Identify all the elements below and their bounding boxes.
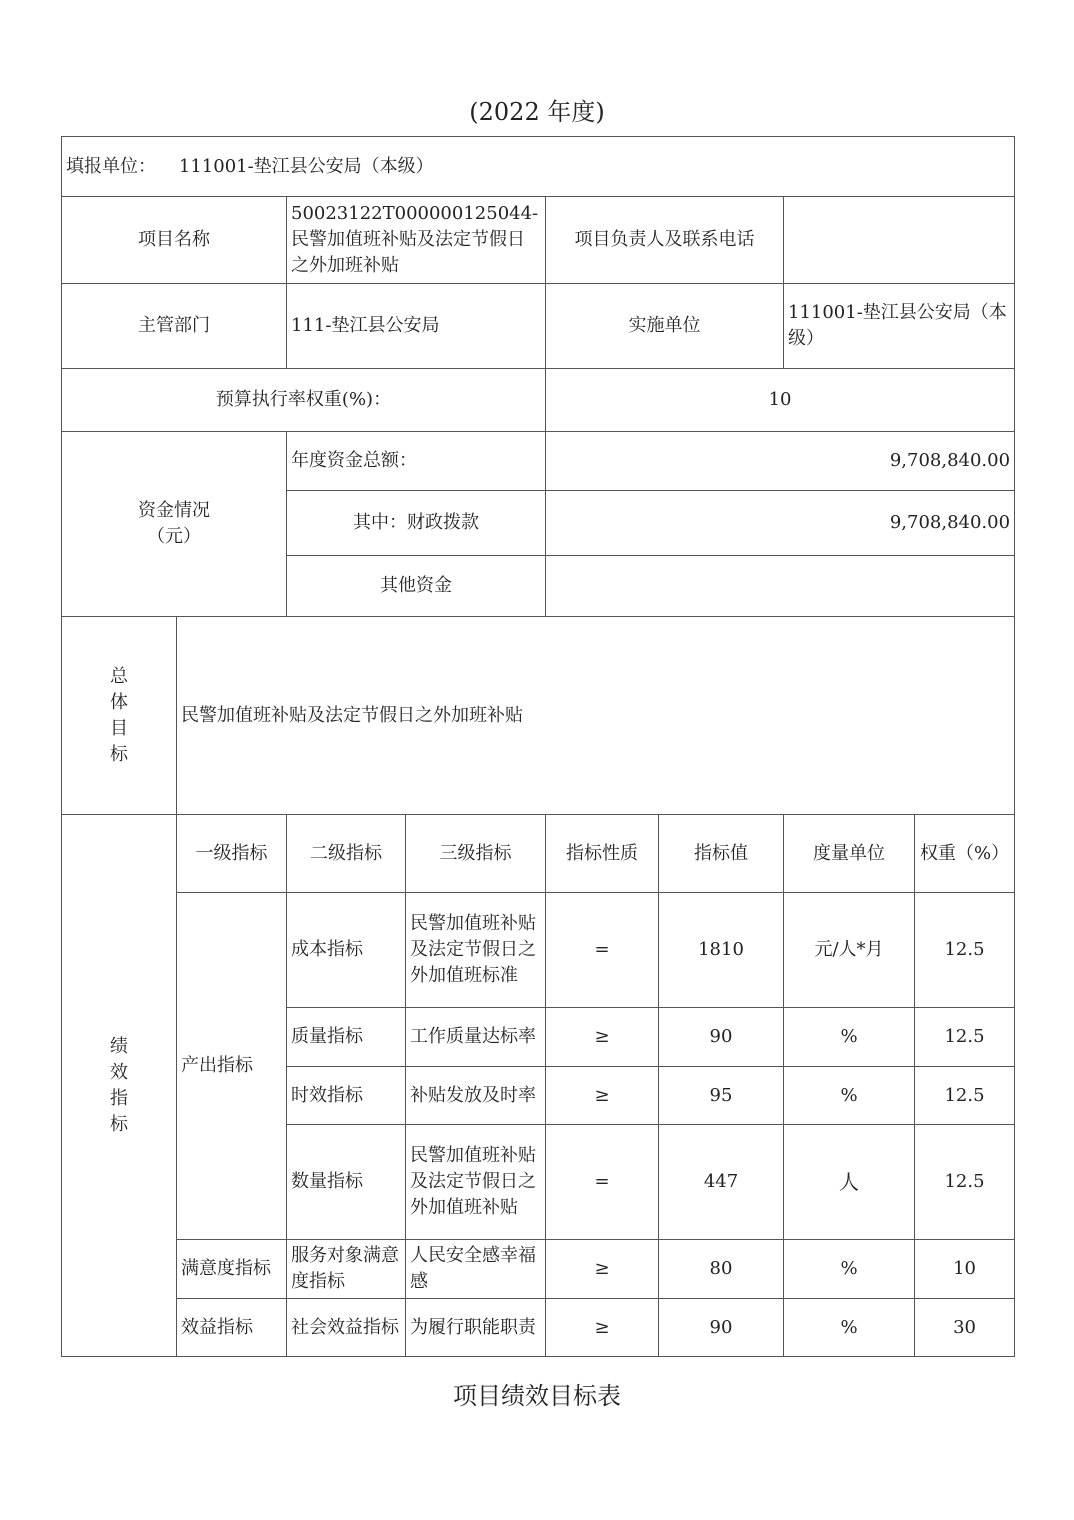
value-cell: 1810	[659, 893, 784, 1008]
goal-label-char: 标	[110, 743, 128, 765]
funds-total-label: 年度资金总额：	[287, 432, 546, 491]
project-name-label: 项目名称	[62, 197, 287, 284]
funds-label	[62, 432, 287, 617]
goal-label-char: 目	[110, 717, 128, 739]
project-contact-label: 项目负责人及联系电话	[546, 197, 784, 284]
dept-row	[62, 284, 1015, 369]
budget-rate-value: 10	[546, 369, 1015, 432]
performance-goal-table	[61, 136, 1015, 1357]
goal-label	[62, 617, 177, 815]
header-unit: 度量单位	[784, 815, 915, 893]
level3-cell: 补贴发放及时率	[406, 1067, 546, 1125]
unit-cell	[62, 137, 1015, 197]
header-level3: 三级指标	[406, 815, 546, 893]
project-name-row	[62, 197, 1015, 284]
level2-cell: 服务对象满意度指标	[287, 1240, 406, 1299]
year-label: (2022 年度)	[469, 98, 605, 126]
unit-cell: %	[784, 1067, 915, 1125]
weight-cell: 12.5	[915, 1008, 1015, 1067]
level1-cell: 效益指标	[177, 1299, 287, 1357]
unit-cell: 人	[784, 1125, 915, 1240]
unit-cell: %	[784, 1299, 915, 1357]
funds-total-row	[62, 432, 1015, 491]
weight-cell: 10	[915, 1240, 1015, 1299]
funds-fiscal-label: 其中：财政拨款	[287, 491, 546, 556]
table-row	[62, 1240, 1015, 1299]
unit-row	[62, 137, 1015, 197]
perf-label-char: 绩	[110, 1035, 128, 1057]
budget-rate-row	[62, 369, 1015, 432]
level3-cell: 为履行职能职责	[406, 1299, 546, 1357]
level3-cell: 人民安全感幸福感	[406, 1240, 546, 1299]
nature-cell: ≥	[546, 1299, 659, 1357]
unit-value: 111001-垫江县公安局（本级）	[178, 155, 434, 177]
funds-label-line2: （元）	[147, 526, 201, 547]
value-cell: 90	[659, 1008, 784, 1067]
unit-cell: %	[784, 1240, 915, 1299]
dept-label: 主管部门	[62, 284, 287, 369]
value-cell: 80	[659, 1240, 784, 1299]
nature-cell: =	[546, 893, 659, 1008]
header-weight: 权重（%）	[915, 815, 1015, 893]
header-nature: 指标性质	[546, 815, 659, 893]
header-level1: 一级指标	[177, 815, 287, 893]
unit-cell: %	[784, 1008, 915, 1067]
nature-cell: ≥	[546, 1008, 659, 1067]
weight-cell: 30	[915, 1299, 1015, 1357]
funds-label-line1: 资金情况	[138, 500, 210, 521]
impl-unit-value: 111001-垫江县公安局（本级）	[784, 284, 1015, 369]
impl-unit-label: 实施单位	[546, 284, 784, 369]
goal-label-char: 体	[110, 691, 128, 713]
funds-fiscal-value: 9,708,840.00	[546, 491, 1015, 556]
level2-cell: 质量指标	[287, 1008, 406, 1067]
funds-total-value: 9,708,840.00	[546, 432, 1015, 491]
nature-cell: ≥	[546, 1240, 659, 1299]
weight-cell: 12.5	[915, 1125, 1015, 1240]
value-cell: 95	[659, 1067, 784, 1125]
project-contact-value	[784, 197, 1015, 284]
goal-label-char: 总	[110, 665, 128, 687]
level3-cell: 民警加值班补贴及法定节假日之外加值班补贴	[406, 1125, 546, 1240]
nature-cell: ≥	[546, 1067, 659, 1125]
nature-cell: =	[546, 1125, 659, 1240]
table-row	[62, 893, 1015, 1008]
goal-row	[62, 617, 1015, 815]
footer-title: 项目绩效目标表	[453, 1382, 621, 1410]
level2-cell: 数量指标	[287, 1125, 406, 1240]
level3-cell: 工作质量达标率	[406, 1008, 546, 1067]
level3-cell: 民警加值班补贴及法定节假日之外加值班标准	[406, 893, 546, 1008]
budget-rate-label: 预算执行率权重(%)：	[62, 369, 546, 432]
perf-header-row	[62, 815, 1015, 893]
output-indicator-label: 产出指标	[177, 893, 287, 1240]
unit-label: 填报单位：	[66, 155, 156, 177]
value-cell: 90	[659, 1299, 784, 1357]
dept-value: 111-垫江县公安局	[287, 284, 546, 369]
unit-cell: 元/人*月	[784, 893, 915, 1008]
goal-value: 民警加值班补贴及法定节假日之外加班补贴	[177, 617, 1015, 815]
funds-other-label: 其他资金	[287, 556, 546, 617]
level1-cell: 满意度指标	[177, 1240, 287, 1299]
level2-cell: 时效指标	[287, 1067, 406, 1125]
header-value: 指标值	[659, 815, 784, 893]
weight-cell: 12.5	[915, 1067, 1015, 1125]
table-row	[62, 1299, 1015, 1357]
weight-cell: 12.5	[915, 893, 1015, 1008]
value-cell: 447	[659, 1125, 784, 1240]
perf-label-char: 标	[110, 1113, 128, 1135]
funds-other-value	[546, 556, 1015, 617]
level2-cell: 成本指标	[287, 893, 406, 1008]
project-name-value: 50023122T000000125044-民警加值班补贴及法定节假日之外加班补贴	[287, 197, 546, 284]
perf-label-char: 效	[110, 1061, 128, 1083]
header-level2: 二级指标	[287, 815, 406, 893]
perf-label	[62, 815, 177, 1357]
perf-label-char: 指	[110, 1087, 128, 1109]
level2-cell: 社会效益指标	[287, 1299, 406, 1357]
